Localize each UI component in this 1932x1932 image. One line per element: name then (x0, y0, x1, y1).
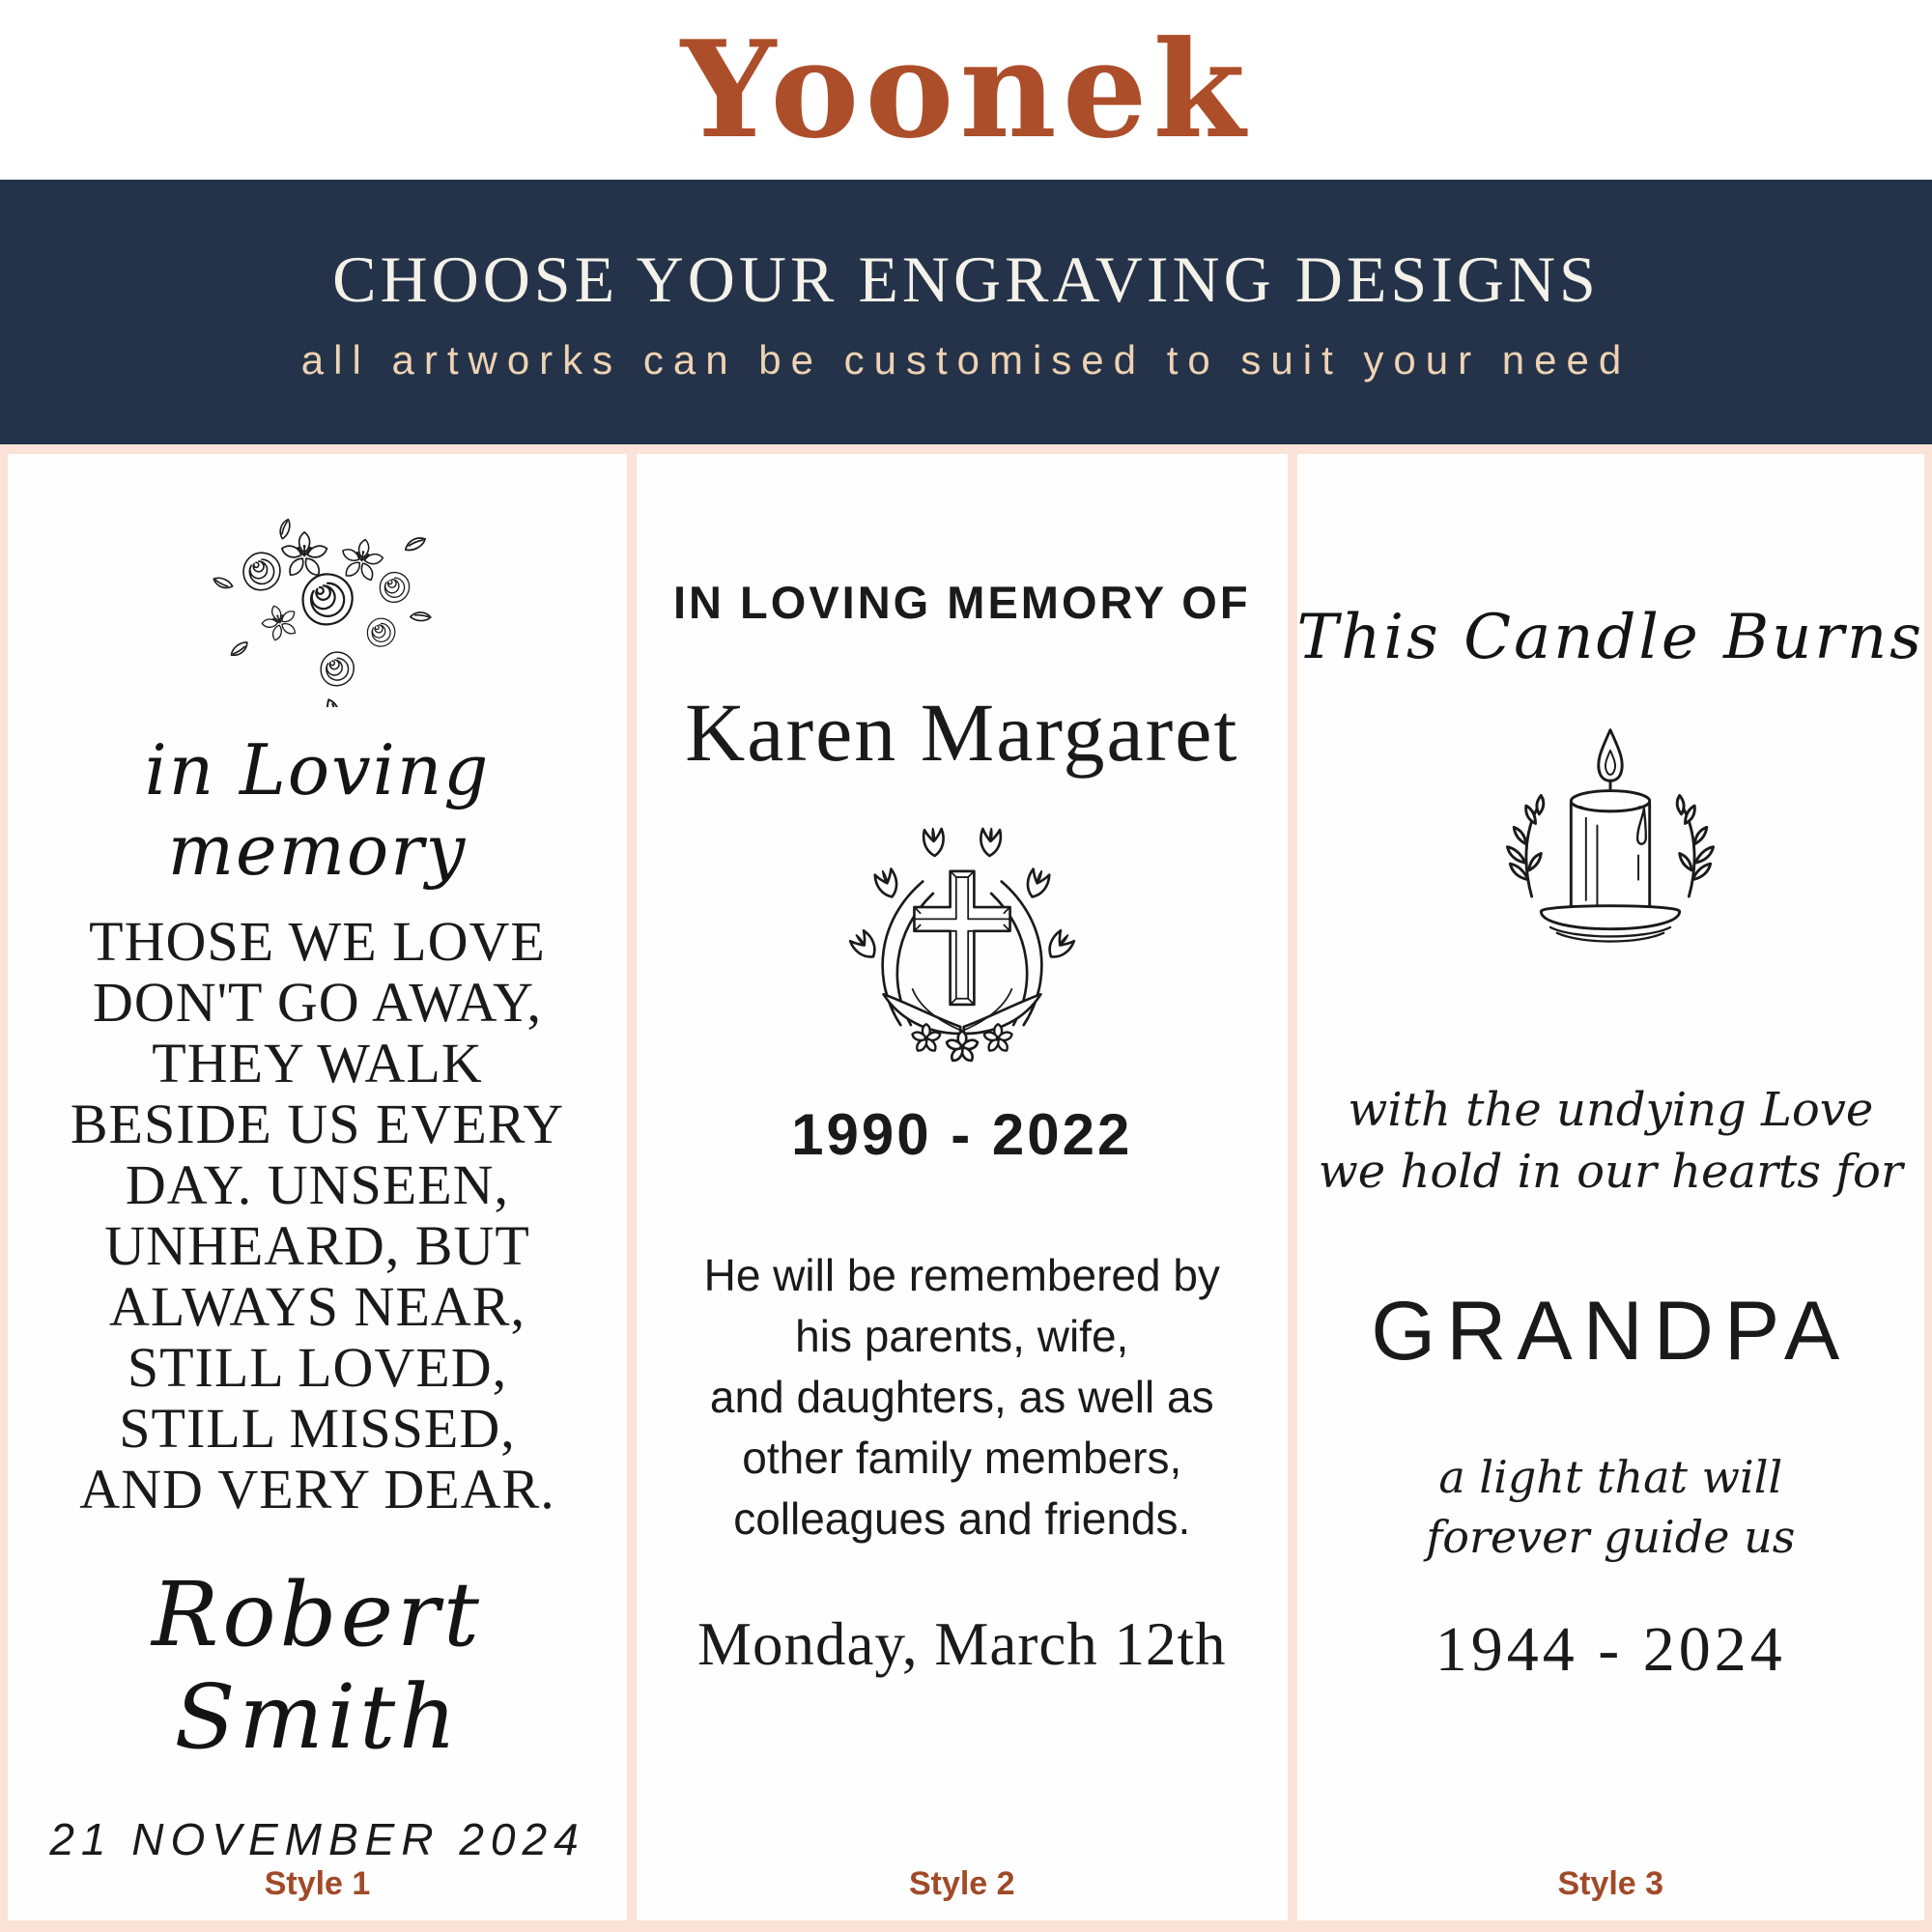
poem-line: DAY. UNSEEN, (125, 1153, 510, 1217)
dedication-line: we hold in our hearts for (1318, 1144, 1903, 1199)
style2-label: Style 2 (908, 1865, 1015, 1902)
style-3-card (1297, 454, 1924, 1920)
dedication-line: forever guide us (1426, 1510, 1796, 1563)
styles-gallery (0, 444, 1932, 1932)
poem-line: THOSE WE LOVE (89, 910, 546, 974)
body-line: and daughters, as well as (709, 1371, 1214, 1422)
style3-label: Style 3 (1557, 1865, 1664, 1902)
body-line: He will be remembered by (703, 1249, 1220, 1300)
style1-script-heading: in Loving memory (144, 728, 491, 891)
body-line: colleagues and friends. (733, 1492, 1191, 1544)
banner-title: CHOOSE YOUR ENGRAVING DESIGNS (332, 242, 1600, 316)
poem-line: ALWAYS NEAR, (109, 1275, 526, 1339)
style2-body (704, 1245, 1220, 1549)
poem-line: AND VERY DEAR. (79, 1458, 555, 1521)
style1-name: Robert Smith (152, 1563, 483, 1770)
dedication-line: with the undying Love (1348, 1082, 1874, 1137)
poem-line: DON'T GO AWAY, (92, 971, 543, 1035)
style3-name: GRANDPA (1371, 1284, 1851, 1378)
style2-heading: IN LOVING MEMORY OF (673, 577, 1251, 628)
header (0, 0, 1932, 180)
poem-line: STILL MISSED, (119, 1397, 516, 1461)
cross-floral-wreath-icon (803, 796, 1122, 1078)
dedication-line: a light that will (1438, 1450, 1783, 1503)
style1-date: 21 NOVEMBER 2024 (49, 1814, 585, 1864)
banner-subtitle: all artworks can be customised to suit your need (300, 336, 1632, 383)
body-line: his parents, wife, (795, 1310, 1129, 1361)
style3-years: 1944 - 2024 (1435, 1613, 1786, 1685)
banner (0, 180, 1932, 444)
style3-dedication-top (1319, 1079, 1903, 1203)
style-1-card (8, 454, 627, 1920)
style2-date: Monday, March 12th (696, 1609, 1227, 1678)
poem-line: STILL LOVED, (127, 1336, 508, 1400)
floral-heart-icon (149, 512, 487, 707)
style2-name: Karen Margaret (685, 686, 1239, 779)
style-2-card (637, 454, 1288, 1920)
poem-line: THEY WALK (152, 1032, 483, 1095)
style3-script-heading: This Candle Burns (1296, 602, 1924, 673)
style2-years: 1990 - 2022 (791, 1101, 1133, 1167)
poem-line: BESIDE US EVERY (70, 1093, 565, 1156)
style1-label: Style 1 (264, 1865, 371, 1902)
poem-line: UNHEARD, BUT (104, 1214, 530, 1278)
brand-logo: Yoonek (680, 11, 1252, 168)
style3-dedication-bottom (1426, 1447, 1795, 1567)
body-line: other family members, (742, 1432, 1182, 1483)
memorial-candle-icon (1461, 708, 1760, 1027)
style1-poem (71, 911, 564, 1520)
